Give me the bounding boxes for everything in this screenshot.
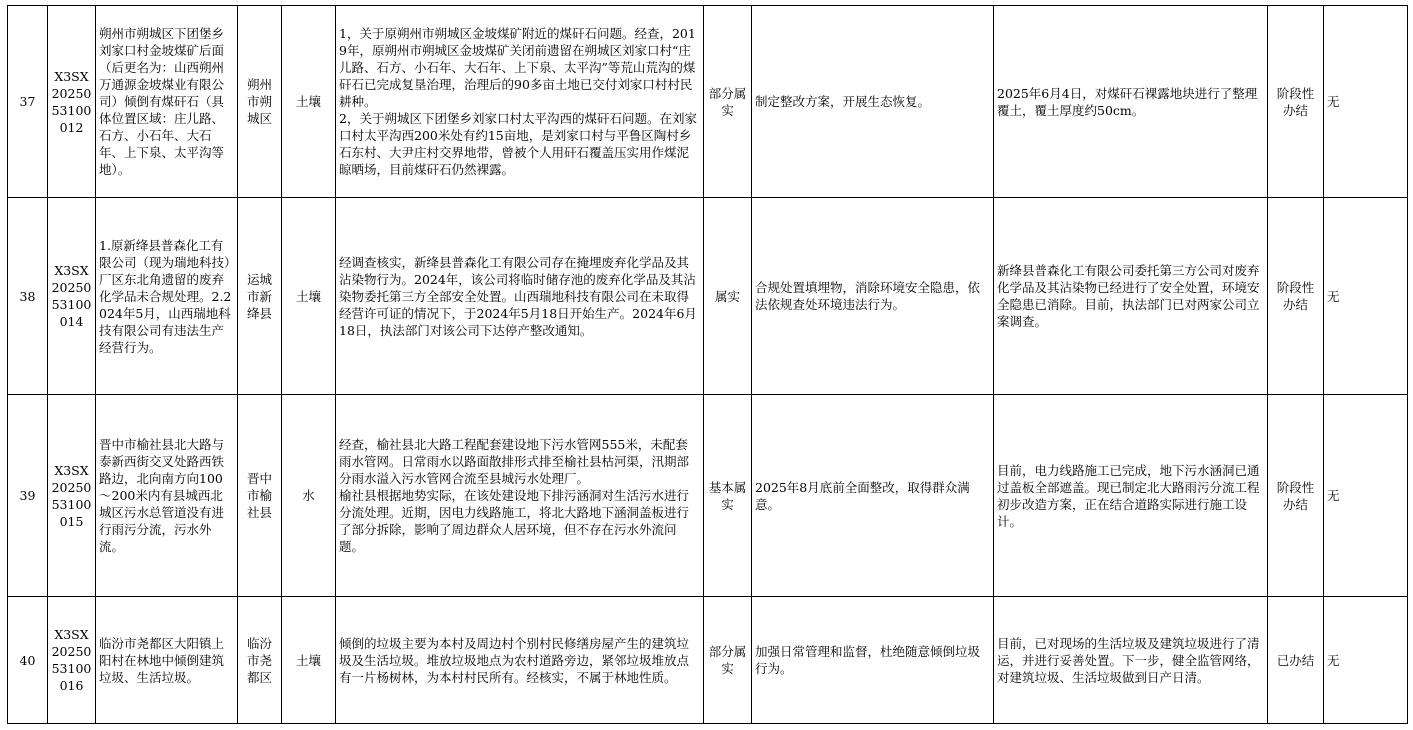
accountability: 无 (1324, 6, 1408, 198)
investigation-findings (336, 395, 704, 597)
pollution-type: 土壤 (282, 597, 336, 724)
rectification-progress: 新绛县普森化工有限公司委托第三方公司对废弃化学品及其沾染物已经进行了安全处置，环境安全隐患已消除。目前，执法部门已对两家公司立案调查。 (994, 198, 1268, 395)
case-code: X3SX2025053100014 (48, 198, 96, 395)
investigation-findings (336, 6, 704, 198)
verification-result: 基本属实 (704, 395, 752, 597)
row-number: 38 (8, 198, 48, 395)
rectification-plan: 制定整改方案，开展生态恢复。 (752, 6, 994, 198)
table-row (8, 198, 1408, 395)
table-row (8, 597, 1408, 724)
table-row (8, 395, 1408, 597)
investigation-findings (336, 597, 704, 724)
findings-text: 经调查核实，新绛县普森化工有限公司存在掩埋废弃化学品及其沾染物行为。2024年，该公司将临时储存池的废弃化学品及其沾染物委托第三方全部安全处置。山西瑞地科技有限公司在未取得经营许可证的情况下，于2024年5月18日开始生产。2024年6月18日，执法部门对该公司下达停产整改通知。 (339, 254, 697, 338)
rectification-plan: 合规处置填埋物，消除环境安全隐患，依法依规查处环境违法行为。 (752, 198, 994, 395)
findings-text: 1，关于原朔州市朔城区金坡煤矿附近的煤矸石问题。经查，2019年，原朔州市朔城区金坡煤矿关闭前遗留在朔城区刘家口村“庄儿路、石方、小石年、大石年、上下泉、太平沟”等荒山荒沟的煤矸石已完成复垦治理，治理后的90多亩土地已交付刘家口村村民耕种。 2，关于朔城区下团堡乡刘家口村太平沟西的煤矸石问题。在刘家口村太平沟西200米处有约15亩地，是刘家口村与平鲁区陶村乡石东村、大尹庄村交界地带，曾被个人用矸石覆盖压实用作煤泥晾晒场，目前煤矸石仍然裸露。 (339, 26, 697, 177)
accountability: 无 (1324, 198, 1408, 395)
complaint-location: 1.原新绛县普森化工有限公司（现为瑞地科技）厂区东北角遗留的废弃化学品未合规处理。2.2024年5月，山西瑞地科技有限公司有违法生产经营行为。 (96, 198, 238, 395)
completion-status: 阶段性办结 (1268, 395, 1324, 597)
case-code: X3SX2025053100012 (48, 6, 96, 198)
row-number: 39 (8, 395, 48, 597)
verification-result: 部分属实 (704, 597, 752, 724)
completion-status: 阶段性办结 (1268, 6, 1324, 198)
row-number: 37 (8, 6, 48, 198)
pollution-type: 土壤 (282, 6, 336, 198)
case-code: X3SX2025053100016 (48, 597, 96, 724)
administrative-region: 临汾市尧都区 (238, 597, 282, 724)
findings-text: 经查，榆社县北大路工程配套建设地下污水管网555米，未配套雨水管网。日常雨水以路面散排形式排至榆社县枯河渠，汛期部分雨水溢入污水管网合流至县城污水处理厂。 榆社县根据地势实际，在该处建设地下排污涵洞对生活污水进行分流处理。近期，因电力线路施工，将北大路地下涵洞盖板进行了部分拆除，影响了周边群众人居环境，但不存在污水外流问题。 (339, 437, 690, 554)
complaint-table (7, 5, 1408, 724)
row-number: 40 (8, 597, 48, 724)
accountability: 无 (1324, 395, 1408, 597)
case-code: X3SX2025053100015 (48, 395, 96, 597)
table-row (8, 6, 1408, 198)
pollution-type: 水 (282, 395, 336, 597)
completion-status: 阶段性办结 (1268, 198, 1324, 395)
administrative-region: 运城市新绛县 (238, 198, 282, 395)
accountability: 无 (1324, 597, 1408, 724)
rectification-plan: 加强日常管理和监督，杜绝随意倾倒垃圾行为。 (752, 597, 994, 724)
rectification-plan: 2025年8月底前全面整改，取得群众满意。 (752, 395, 994, 597)
administrative-region: 朔州市朔城区 (238, 6, 282, 198)
findings-text: 倾倒的垃圾主要为本村及周边村个别村民修缮房屋产生的建筑垃圾及生活垃圾。堆放垃圾地点为农村道路旁边，紧邻垃圾堆放点有一片杨树林，为本村村民所有。经核实，不属于林地性质。 (339, 635, 690, 685)
rectification-progress: 2025年6月4日，对煤矸石裸露地块进行了整理覆土，覆土厚度约50cm。 (994, 6, 1268, 198)
complaint-location: 临汾市尧都区大阳镇上阳村在林地中倾倒建筑垃圾、生活垃圾。 (96, 597, 238, 724)
verification-result: 部分属实 (704, 6, 752, 198)
complaint-location: 朔州市朔城区下团堡乡刘家口村金坡煤矿后面（后更名为：山西朔州万通源金坡煤业有限公司）倾倒有煤矸石（具体位置区域：庄儿路、石方、小石年、大石年、上下泉、太平沟等地）。 (96, 6, 238, 198)
investigation-findings (336, 198, 704, 395)
rectification-progress: 目前，已对现场的生活垃圾及建筑垃圾进行了清运，并进行妥善处置。下一步，健全监管网络，对建筑垃圾、生活垃圾做到日产日清。 (994, 597, 1268, 724)
complaint-location: 晋中市榆社县北大路与泰新西街交叉处路西铁路边，北向南方向100～200米内有县城西北城区污水总管道没有进行雨污分流，污水外流。 (96, 395, 238, 597)
pollution-type: 土壤 (282, 198, 336, 395)
administrative-region: 晋中市榆社县 (238, 395, 282, 597)
verification-result: 属实 (704, 198, 752, 395)
rectification-progress: 目前，电力线路施工已完成，地下污水涵洞已通过盖板全部遮盖。现已制定北大路雨污分流工程初步改造方案，正在结合道路实际进行施工设计。 (994, 395, 1268, 597)
completion-status: 已办结 (1268, 597, 1324, 724)
